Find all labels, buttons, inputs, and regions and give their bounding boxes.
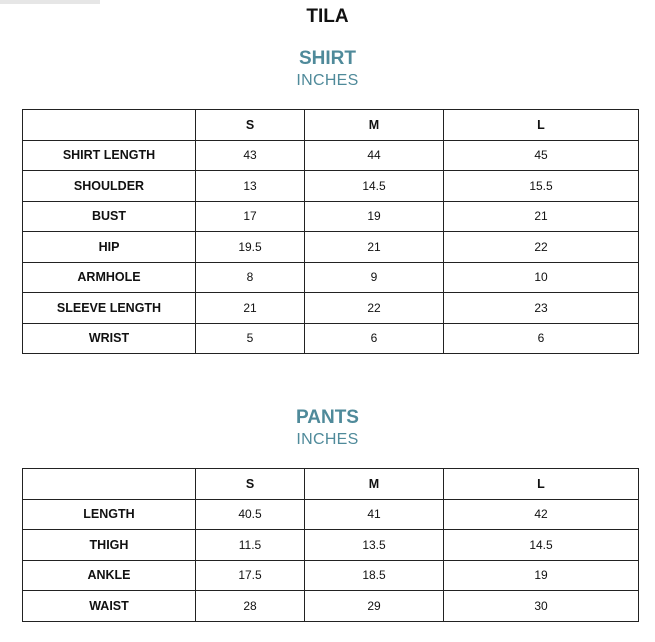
brand-title: TILA <box>306 6 349 27</box>
header-cell-m: M <box>305 110 444 141</box>
row-label: SHIRT LENGTH <box>23 140 196 171</box>
cell-l: 10 <box>444 262 639 293</box>
cell-s: 17.5 <box>196 560 305 591</box>
cell-s: 11.5 <box>196 530 305 561</box>
cell-m: 41 <box>305 499 444 530</box>
table-row <box>23 201 639 232</box>
row-label: BUST <box>23 201 196 232</box>
cell-s: 13 <box>196 171 305 202</box>
cell-s: 21 <box>196 293 305 324</box>
header-cell-s: S <box>196 110 305 141</box>
cell-s: 17 <box>196 201 305 232</box>
cell-m: 13.5 <box>305 530 444 561</box>
pants-size-table <box>22 468 639 622</box>
cell-m: 22 <box>305 293 444 324</box>
pants-section-title: PANTS <box>296 407 359 428</box>
table-row <box>23 530 639 561</box>
table-header-row <box>23 469 639 500</box>
cell-m: 44 <box>305 140 444 171</box>
cell-l: 19 <box>444 560 639 591</box>
table-header-row <box>23 110 639 141</box>
table-row <box>23 499 639 530</box>
pants-unit-label: INCHES <box>296 431 359 448</box>
cell-l: 6 <box>444 323 639 354</box>
row-label: HIP <box>23 232 196 263</box>
table-row <box>23 171 639 202</box>
table-row <box>23 140 639 171</box>
cell-l: 45 <box>444 140 639 171</box>
cell-s: 28 <box>196 591 305 622</box>
table-row <box>23 560 639 591</box>
cell-m: 29 <box>305 591 444 622</box>
shirt-size-table <box>22 109 639 354</box>
header-cell-m: M <box>305 469 444 500</box>
cell-m: 21 <box>305 232 444 263</box>
shirt-section-title: SHIRT <box>299 48 356 69</box>
row-label: ARMHOLE <box>23 262 196 293</box>
cell-s: 43 <box>196 140 305 171</box>
cell-m: 6 <box>305 323 444 354</box>
row-label: WRIST <box>23 323 196 354</box>
row-label: SLEEVE LENGTH <box>23 293 196 324</box>
cell-m: 19 <box>305 201 444 232</box>
table-row <box>23 232 639 263</box>
row-label: THIGH <box>23 530 196 561</box>
cell-l: 21 <box>444 201 639 232</box>
table-row <box>23 293 639 324</box>
cell-m: 14.5 <box>305 171 444 202</box>
cell-l: 22 <box>444 232 639 263</box>
row-label: ANKLE <box>23 560 196 591</box>
cell-l: 30 <box>444 591 639 622</box>
row-label: LENGTH <box>23 499 196 530</box>
cell-s: 5 <box>196 323 305 354</box>
row-label: SHOULDER <box>23 171 196 202</box>
shirt-unit-label: INCHES <box>296 72 359 89</box>
row-label: WAIST <box>23 591 196 622</box>
header-cell-l: L <box>444 110 639 141</box>
cell-s: 19.5 <box>196 232 305 263</box>
table-row <box>23 262 639 293</box>
header-cell-empty <box>23 469 196 500</box>
cell-l: 15.5 <box>444 171 639 202</box>
cell-l: 14.5 <box>444 530 639 561</box>
header-cell-l: L <box>444 469 639 500</box>
cell-l: 23 <box>444 293 639 324</box>
cell-s: 8 <box>196 262 305 293</box>
cell-m: 18.5 <box>305 560 444 591</box>
table-row <box>23 323 639 354</box>
table-row <box>23 591 639 622</box>
cell-l: 42 <box>444 499 639 530</box>
top-edge-bar <box>0 0 100 4</box>
cell-s: 40.5 <box>196 499 305 530</box>
cell-m: 9 <box>305 262 444 293</box>
header-cell-empty <box>23 110 196 141</box>
header-cell-s: S <box>196 469 305 500</box>
